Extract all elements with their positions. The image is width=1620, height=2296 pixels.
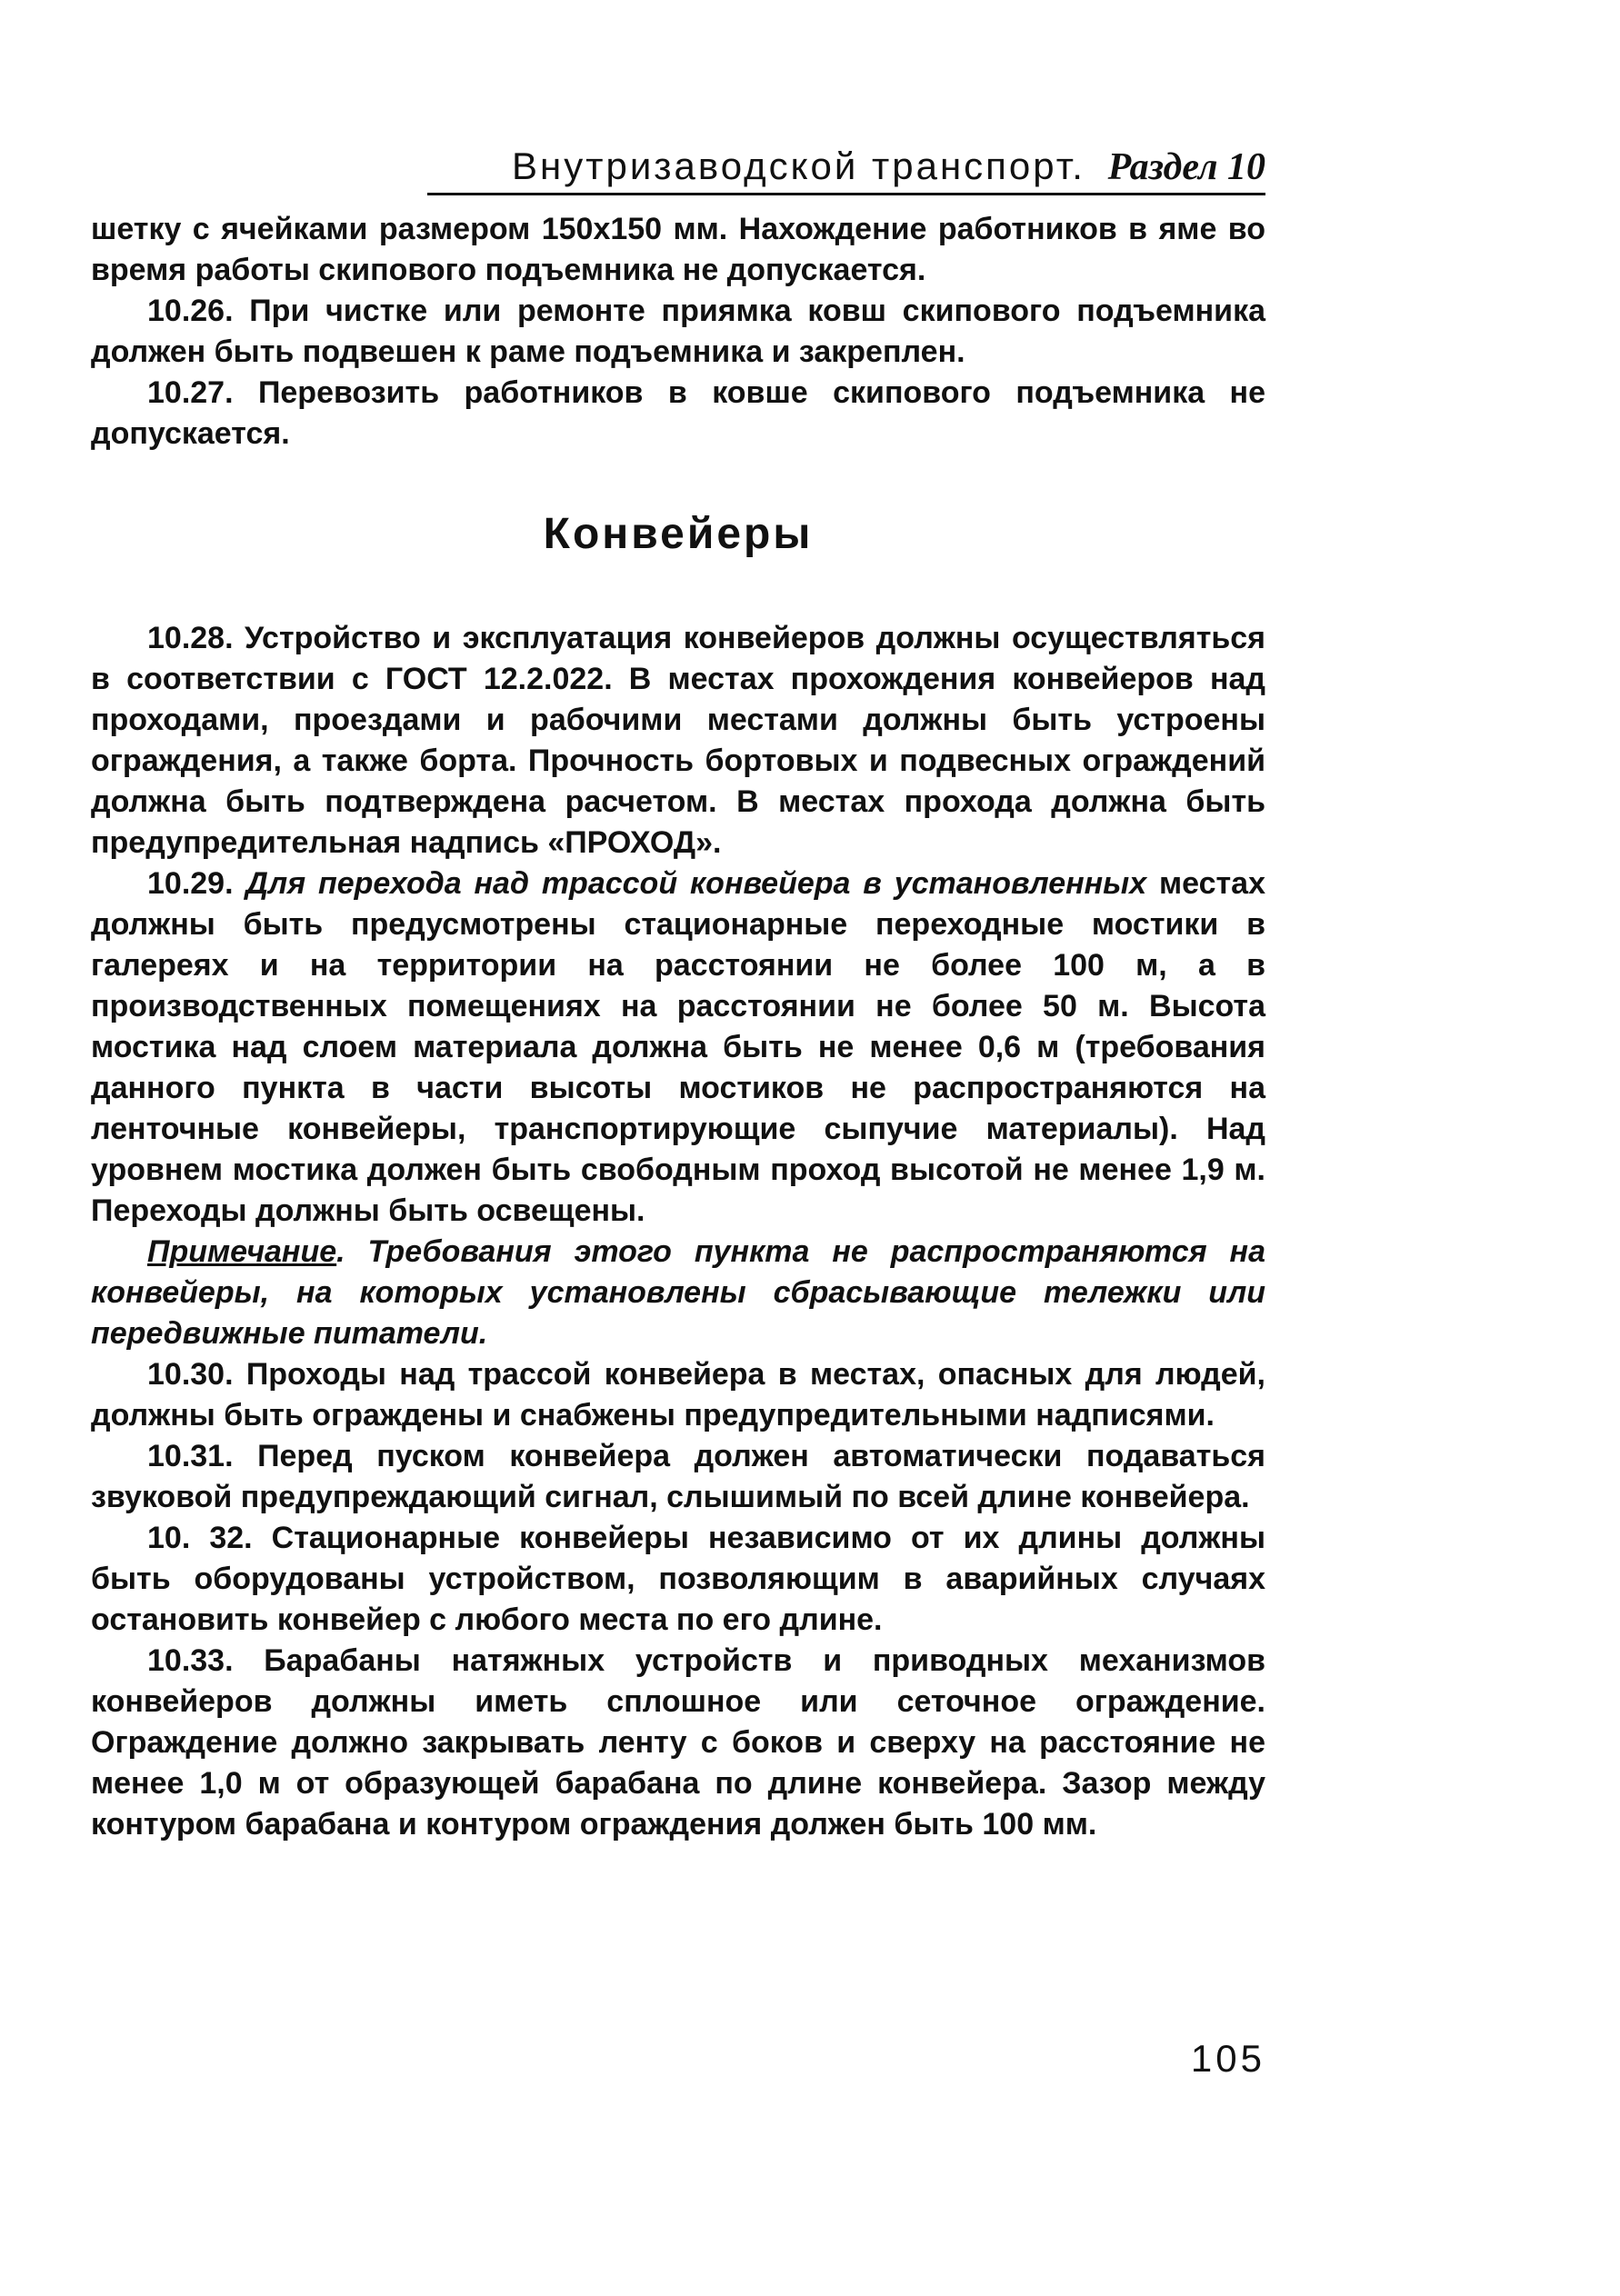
paragraph-10-29 (91, 863, 1265, 1232)
running-title: Внутризаводской транспорт. (512, 145, 1085, 187)
section-title: Конвейеры (543, 510, 814, 558)
paragraph-continued: шетку с ячейками размером 150x150 мм. Нахождение работников в яме во время работы скипового подъемника не допускается. (91, 212, 1265, 287)
paragraph-10-26: 10.26. При чистке или ремонте приямка ковш скипового подъемника должен быть подвешен к раме подъемника и закреплен. (91, 294, 1265, 369)
note-paragraph (91, 1232, 1265, 1354)
section-label: Раздел 10 (1107, 146, 1265, 188)
paragraph-10-33: 10.33. Барабаны натяжных устройств и приводных механизмов конвейеров должны иметь сплошное или сеточное ограждение. Ограждение должно закрывать ленту с боков и сверху на расстояние не менее 1,0 м от образующей барабана по длине конвейера. Зазор между контуром барабана и контуром ограждения должен быть 100 мм. (91, 1643, 1265, 1842)
paragraph-10-30: 10.30. Проходы над трассой конвейера в местах, опасных для людей, должны быть ограждены и снабжены предупредительными надписями. (91, 1357, 1265, 1433)
paragraph-10-29-italic: Для перехода над трассой конвейера в установленных (245, 866, 1147, 901)
paragraph-10-29-rest: местах должны быть предусмотрены стационарные переходные мостики в галереях и на территории на расстоянии не более 100 м, а в производственных помещениях на расстоянии не более 50 м. Высота мостика над слоем материала должна быть не менее 0,6 м (требования данного пункта в части высоты мостиков не распространяются на ленточные конвейеры, транспортирующие сыпучие материалы). Над уровнем мостика должен быть свободным проход высотой не менее 1,9 м. Переходы должны быть освещены. (91, 866, 1265, 1228)
note-label: Примечание (147, 1234, 337, 1269)
note-text: . Требования этого пункта не распространяются на конвейеры, на которых установлены сбрасывающие тележки или передвижные питатели. (91, 1234, 1265, 1351)
page-number: 105 (1190, 2037, 1265, 2080)
paragraph-10-32: 10. 32. Стационарные конвейеры независимо от их длины должны быть оборудованы устройством, позволяющим в аварийных случаях остановить конвейер с любого места по его длине. (91, 1521, 1265, 1637)
running-header (91, 141, 1265, 193)
page-body (91, 209, 1265, 1845)
paragraph-10-31: 10.31. Перед пуском конвейера должен автоматически подаваться звуковой предупреждающий сигнал, слышимый по всей длине конвейера. (91, 1439, 1265, 1514)
paragraph-10-27: 10.27. Перевозить работников в ковше скипового подъемника не допускается. (91, 375, 1265, 451)
paragraph-10-29-number: 10.29. (147, 866, 246, 901)
header-rule (427, 193, 1265, 195)
paragraph-10-28: 10.28. Устройство и эксплуатация конвейеров должны осуществляться в соответствии с ГОСТ 12.2.022. В местах прохождения конвейеров над проходами, проездами и рабочими местами должны быть устроены ограждения, а также борта. Прочность бортовых и подвесных ограждений должна быть подтверждена расчетом. В местах прохода должна быть предупредительная надпись «ПРОХОД». (91, 621, 1265, 860)
